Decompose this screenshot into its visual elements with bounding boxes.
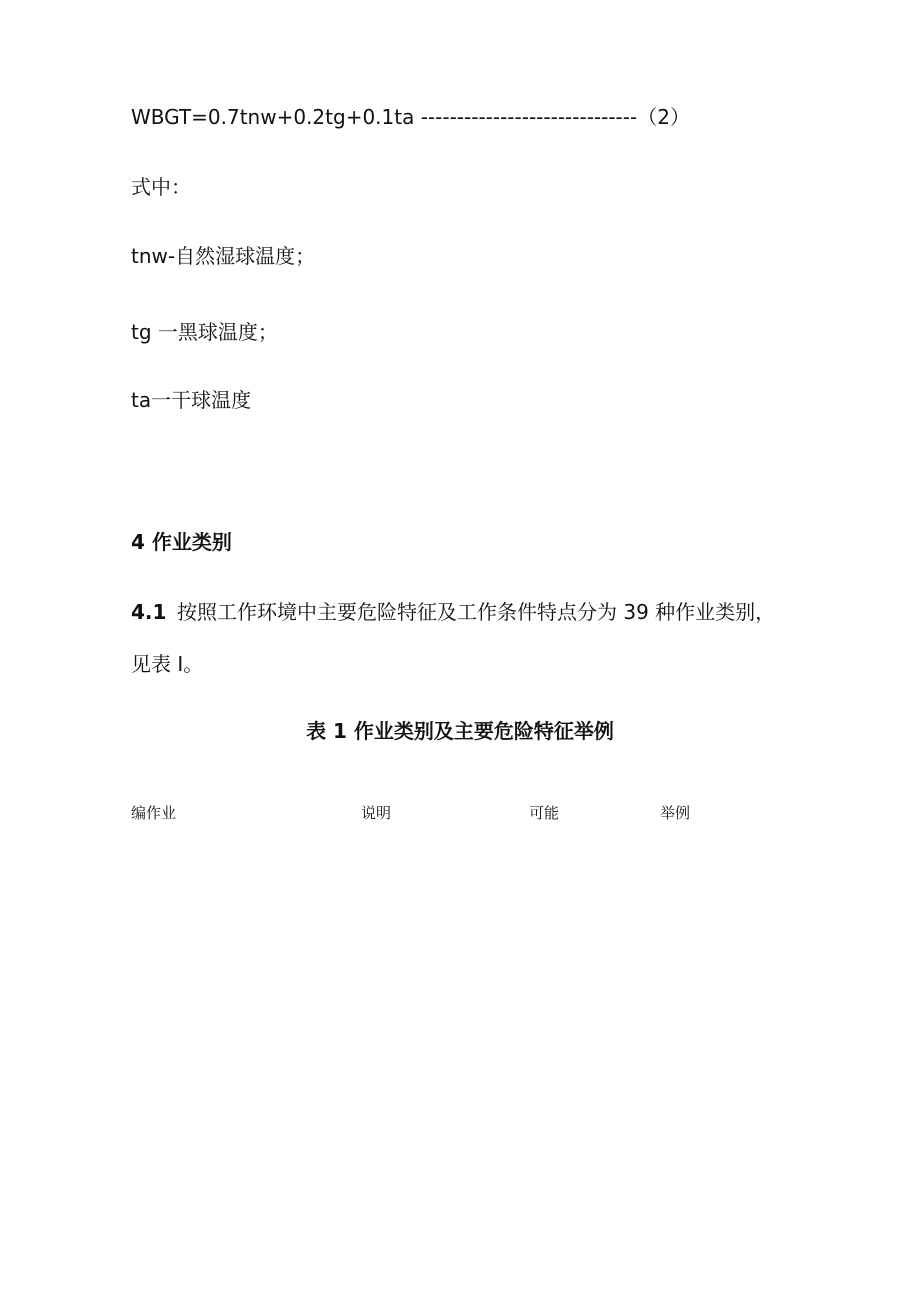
table-title: 表 1 作业类别及主要危险特征举例	[306, 719, 614, 743]
clause-4-1	[131, 598, 775, 626]
clause-number: 4.1	[131, 600, 167, 624]
section-heading: 4 作业类别	[131, 530, 232, 554]
definition-tg: tg 一黑球温度；	[131, 320, 278, 344]
clause-text-line2: 见表 I。	[131, 652, 204, 676]
formula-line	[131, 103, 690, 131]
table-column-header: 可能	[529, 804, 560, 822]
formula-text: WBGT=0.7tnw+0.2tg+0.1ta ------------------------------	[131, 105, 638, 129]
where-label: 式中：	[131, 175, 191, 199]
clause-text-line1: 按照工作环境中主要危险特征及工作条件特点分为 39 种作业类别，	[177, 600, 776, 624]
table-column-header: 举例	[660, 804, 691, 822]
equation-number: （2）	[637, 105, 690, 129]
table-column-header: 编作业	[131, 804, 177, 822]
table-column-header: 说明	[361, 804, 392, 822]
definition-tnw: tnw-自然湿球温度；	[131, 244, 316, 268]
definition-ta: ta一干球温度	[131, 388, 252, 412]
